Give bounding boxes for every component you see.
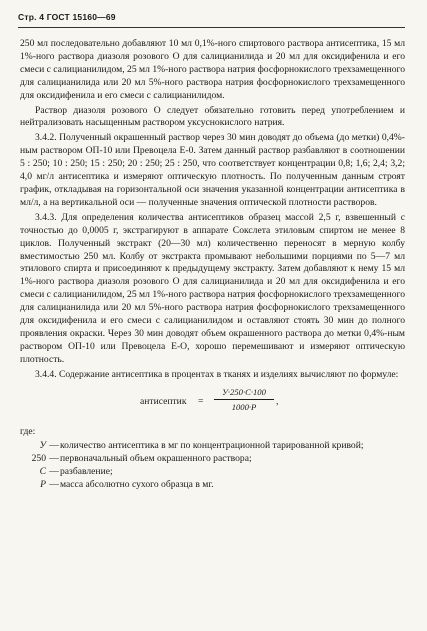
definition-item: С — разбавление; (20, 466, 405, 479)
formula-equals: = (198, 395, 204, 407)
definition-text: масса абсолютно сухого образца в мг. (60, 479, 214, 491)
definition-item: У — количество антисептика в мг по концентрационной тарированной кривой; (20, 440, 405, 453)
page-header: Стр. 4 ГОСТ 15160—69 (18, 12, 116, 22)
paragraph-continuation: 250 мл последовательно добавляют 10 мл 0,1%-ного спиртового раствора антисептика, 15 мл 1%-ного раствора диазоля розового О для салицианилида и 20 мл для оксидифенила и его смеси с салицианилидом, 25 мл 1%-ного раствора натрия фосфорнокислого трехзамещенного для салицианилида или 20 мл 5%-ного раствора натрия фосфорнокислого трехзамещенного для оксидифенила и его смеси с салицианилидом. (20, 38, 405, 101)
definition-symbol: 250 (31, 453, 46, 465)
document-body (20, 38, 405, 492)
definitions-list (20, 440, 405, 492)
paragraph-3-4-4: 3.4.4. Содержание антисептика в процентах в тканях и изделиях вычисляют по формуле: (35, 368, 399, 380)
paragraph-3-4-2: 3.4.2. Полученный окрашенный раствор через 30 мин доводят до объема (до метки) 0,4%-ным раствором ОП-10 или Превоцела Е-0. Затем данный раствор разбавляют в соотношении 5 : 250; 10 : 250; 15 : 250; 20 : 250; 25 : 250, что соответствует концентрации 0,8; 1,6; 2,4; 3,2; 4,0 мг/л антисептика и измеряют оптическую плотность. По полученным данным строят график, откладывая на горизонтальной оси значения указанной концентрации антисептика в мл/л, а на вертикальной оси — полученные значения оптической плотности растворов. (20, 132, 405, 208)
definition-item: 250 — первоначальный объем окрашенного раствора; (20, 453, 405, 466)
definition-symbol: Р (40, 479, 46, 491)
formula-lhs: антисептик (140, 395, 187, 407)
paragraph-diazol-note: Раствор диазоля розового О следует обязательно готовить перед употреблением и нейтрализовать насыщенным раствором уксуснокислого натрия. (20, 104, 405, 129)
formula-tail: , (276, 395, 279, 407)
formula-numerator: У·250·С·100 (214, 386, 274, 401)
definition-symbol: У (39, 440, 46, 452)
formula-fraction (214, 386, 274, 415)
where-label: где: (20, 425, 36, 437)
definition-text: разбавление; (60, 466, 113, 478)
paragraph-3-4-3: 3.4.3. Для определения количества антисептиков образец массой 2,5 г, взвешенный с точностью до 0,0005 г, экстрагируют в аппарате Сокслета этиловым спиртом не менее 8 циклов. Полученный экстракт (20—30 мл) количественно переносят в мерную колбу вместимостью 250 мл. Колбу от экстракта промывают небольшими порциями по 5—7 мл этилового спирта и присоединяют к предыдущему экстракту. Затем добавляют к нему 15 мл 1%-ного раствора диазоля розового О для салицианилида и 20 мл для оксидифенила и его смеси с салицианилидом, 25 мл 1%-ного раствора натрия фосфорнокислого трехзамещенного для салицианилида или 20 мл 5%-ного раствора натрия фосфорнокислого трехзамещенного для оксидифенила и его смеси с салицианилидом и оставляют стоять 30 мин до полного проявления окраски. Через 30 мин доводят объем окрашенного раствора до метки 0,4%-ным раствором ОП-10 или Превоцела Е-О, хорошо перемешивают и измеряют оптическую плотность. (20, 211, 405, 365)
formula (20, 386, 405, 422)
definition-text: первоначальный объем окрашенного раствора; (60, 453, 252, 465)
definition-symbol: С (39, 466, 46, 478)
definition-text: количество антисептика в мг по концентрационной тарированной кривой; (60, 440, 364, 452)
header-rule (18, 27, 405, 28)
definition-item: Р — масса абсолютно сухого образца в мг. (20, 479, 405, 492)
formula-denominator: 1000·Р (231, 402, 257, 413)
